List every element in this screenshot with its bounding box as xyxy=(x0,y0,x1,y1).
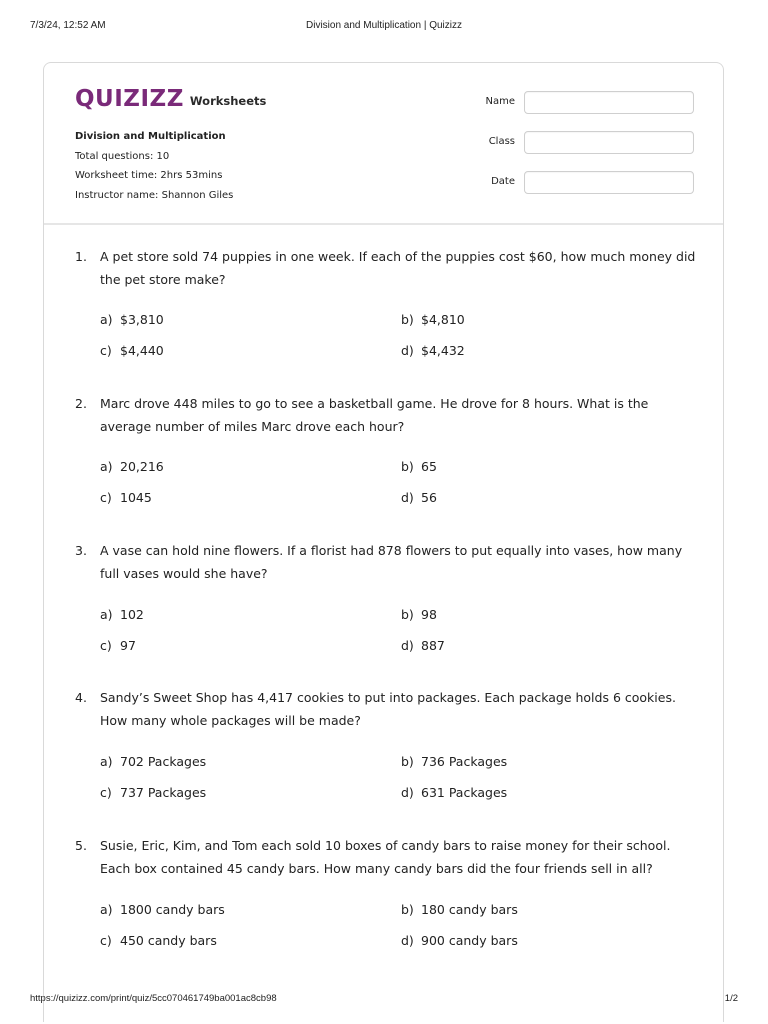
question-text: Susie, Eric, Kim, and Tom each sold 10 boxes of candy bars to raise money for their school. Each box contained 45 candy bars. How many candy bars did the four friends sell in all? xyxy=(100,838,671,876)
print-url[interactable]: https://quizizz.com/print/quiz/5cc070461749ba001ac8cb98 xyxy=(30,993,277,1004)
question-text: Marc drove 448 miles to go to see a basketball game. He drove for 8 hours. What is the average number of miles Marc drove each hour? xyxy=(100,396,649,434)
option-text: 65 xyxy=(421,459,437,474)
print-datetime: 7/3/24, 12:52 AM xyxy=(30,20,106,31)
option-text: 737 Packages xyxy=(120,785,207,800)
option-text: 736 Packages xyxy=(421,754,508,769)
option-d[interactable] xyxy=(401,932,518,950)
option-text: $4,810 xyxy=(421,312,465,327)
question-number: 4. xyxy=(75,690,87,705)
date-label: Date xyxy=(491,176,515,187)
option-text: $3,810 xyxy=(120,312,164,327)
option-c[interactable] xyxy=(100,932,217,950)
option-c[interactable] xyxy=(100,342,164,360)
option-text: $4,432 xyxy=(421,343,465,358)
option-text: $4,440 xyxy=(120,343,164,358)
option-a[interactable] xyxy=(100,753,206,771)
option-a[interactable] xyxy=(100,606,144,624)
name-label: Name xyxy=(485,96,515,107)
option-text: 20,216 xyxy=(120,459,164,474)
class-label: Class xyxy=(488,136,515,147)
option-b[interactable] xyxy=(401,311,465,329)
option-text: 56 xyxy=(421,490,437,505)
option-a[interactable] xyxy=(100,311,164,329)
quizizz-logo: QUIZIZZ xyxy=(75,86,184,112)
option-letter: b) xyxy=(401,459,414,474)
page-number: 1/2 xyxy=(724,993,738,1004)
option-letter: c) xyxy=(100,490,112,505)
question-number: 3. xyxy=(75,543,87,558)
date-field xyxy=(485,171,695,195)
option-text: 98 xyxy=(421,607,437,622)
option-b[interactable] xyxy=(401,458,437,476)
option-letter: a) xyxy=(100,902,113,917)
name-input[interactable] xyxy=(524,91,694,114)
print-header xyxy=(0,0,768,30)
print-page-title: Division and Multiplication | Quizizz xyxy=(306,20,462,31)
option-letter: c) xyxy=(100,638,112,653)
option-text: 900 candy bars xyxy=(421,933,518,948)
brand-subtitle: Worksheets xyxy=(189,94,267,108)
option-letter: d) xyxy=(401,490,414,505)
question-text: A vase can hold nine flowers. If a florist had 878 flowers to put equally into vases, how many full vases would she have? xyxy=(100,543,683,581)
option-text: 450 candy bars xyxy=(120,933,217,948)
option-text: 631 Packages xyxy=(421,785,508,800)
option-text: 1800 candy bars xyxy=(120,902,225,917)
worksheet-time: Worksheet time: 2hrs 53mins xyxy=(75,170,223,181)
name-field xyxy=(485,91,695,115)
option-letter: a) xyxy=(100,459,113,474)
option-d[interactable] xyxy=(401,489,437,507)
option-d[interactable] xyxy=(401,342,465,360)
option-letter: b) xyxy=(401,754,414,769)
option-text: 102 xyxy=(120,607,144,622)
option-letter: d) xyxy=(401,933,414,948)
option-letter: a) xyxy=(100,312,113,327)
option-letter: c) xyxy=(100,933,112,948)
option-b[interactable] xyxy=(401,606,437,624)
option-text: 887 xyxy=(421,638,445,653)
worksheet-header xyxy=(44,63,723,225)
option-letter: c) xyxy=(100,785,112,800)
option-letter: d) xyxy=(401,343,414,358)
option-text: 1045 xyxy=(120,490,152,505)
option-letter: d) xyxy=(401,785,414,800)
date-input[interactable] xyxy=(524,171,694,194)
worksheet-sheet xyxy=(43,62,724,1022)
option-b[interactable] xyxy=(401,753,507,771)
question-number: 5. xyxy=(75,838,87,853)
option-text: 180 candy bars xyxy=(421,902,518,917)
brand xyxy=(75,87,266,111)
option-letter: b) xyxy=(401,902,414,917)
question-number: 1. xyxy=(75,249,87,264)
option-d[interactable] xyxy=(401,637,445,655)
option-text: 702 Packages xyxy=(120,754,207,769)
option-c[interactable] xyxy=(100,784,206,802)
class-field xyxy=(485,131,695,155)
print-footer xyxy=(0,992,768,1012)
option-a[interactable] xyxy=(100,458,164,476)
question-text: Sandy’s Sweet Shop has 4,417 cookies to put into packages. Each package holds 6 cookies. How many whole packages will be made? xyxy=(100,690,676,728)
option-letter: b) xyxy=(401,312,414,327)
question-text: A pet store sold 74 puppies in one week. If each of the puppies cost $60, how much money did the pet store make? xyxy=(100,249,696,287)
worksheet-title: Division and Multiplication xyxy=(75,131,226,142)
option-a[interactable] xyxy=(100,901,225,919)
option-text: 97 xyxy=(120,638,136,653)
option-letter: b) xyxy=(401,607,414,622)
total-questions: Total questions: 10 xyxy=(75,150,170,162)
question-number: 2. xyxy=(75,396,87,411)
option-letter: d) xyxy=(401,638,414,653)
option-b[interactable] xyxy=(401,901,518,919)
option-d[interactable] xyxy=(401,784,507,802)
option-letter: c) xyxy=(100,343,112,358)
class-input[interactable] xyxy=(524,131,694,154)
option-letter: a) xyxy=(100,754,113,769)
option-letter: a) xyxy=(100,607,113,622)
option-c[interactable] xyxy=(100,489,152,507)
option-c[interactable] xyxy=(100,637,136,655)
worksheet-meta xyxy=(75,127,233,205)
instructor-name: Instructor name: Shannon Giles xyxy=(75,189,234,201)
